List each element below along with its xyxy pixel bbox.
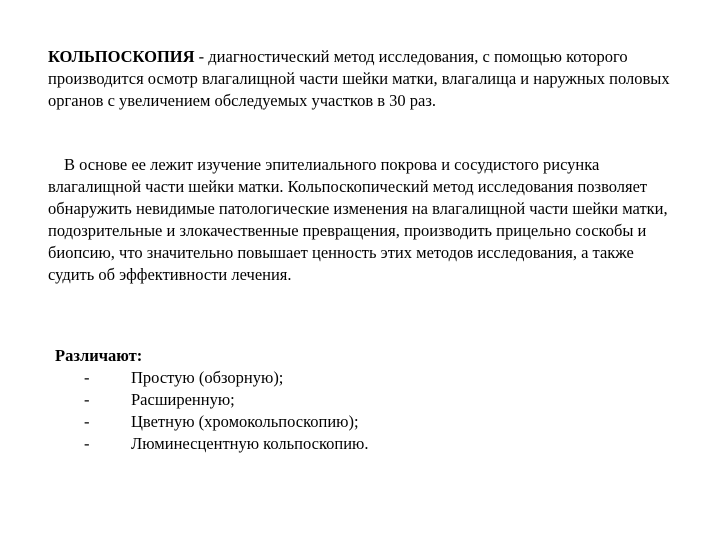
list-dash: -: [84, 412, 90, 431]
list-item-text: Люминесцентную кольпоскопию.: [131, 434, 369, 453]
list-item-text: Цветную (хромокольпоскопию);: [131, 412, 359, 431]
list-item: [55, 433, 615, 455]
list-item-text: Простую (обзорную);: [131, 368, 284, 387]
list-item: [55, 411, 615, 433]
description-paragraph: [48, 154, 670, 286]
list-dash: -: [84, 368, 90, 387]
list-dash: -: [84, 390, 90, 409]
description-text: В основе ее лежит изучение эпителиального покрова и сосудистого рисунка влагалищной части шейки матки. Кольпоскопический метод исследования позволяет обнаружить невидимые патологические изменения на влагалищной части шейки матки, подозрительные и злокачественные превращения, производить прицельно соскобы и биопсию, что значительно повышает ценность этих методов исследования, а также судить об эффективности лечения.: [48, 155, 668, 284]
definition-paragraph: [48, 46, 670, 112]
list-dash: -: [84, 434, 90, 453]
list-item: [55, 367, 615, 389]
definition-text: - диагностический метод исследования, с помощью которого производится осмотр влагалищной части шейки матки, влагалища и наружных половых органов с увеличением обследуемых участков в 30 раз.: [48, 47, 670, 110]
definition-term: КОЛЬПОСКОПИЯ: [48, 47, 195, 66]
types-heading: Различают:: [55, 346, 143, 365]
list-item: [55, 389, 615, 411]
list-item-text: Расширенную;: [131, 390, 235, 409]
types-list: [55, 345, 615, 455]
